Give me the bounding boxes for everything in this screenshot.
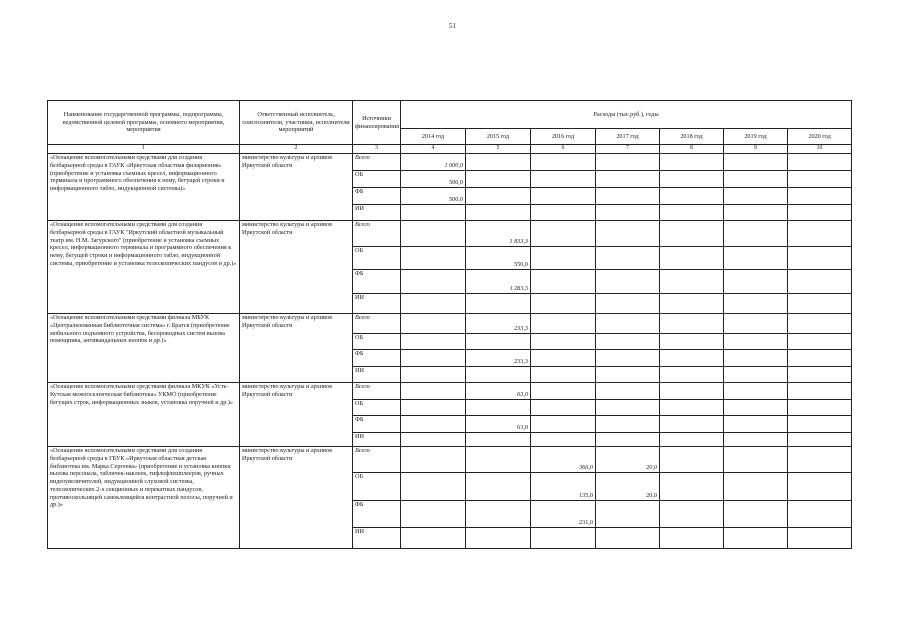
value-cell	[660, 501, 724, 528]
column-number: 1	[48, 145, 240, 154]
header-year: 2016 год	[531, 129, 596, 145]
budget-table	[47, 100, 852, 549]
value-cell	[724, 171, 788, 188]
value-cell	[788, 334, 852, 350]
funding-source: Всего	[353, 383, 401, 400]
table-row	[48, 383, 852, 400]
value-cell	[724, 400, 788, 416]
activity-name: «Оснащение вспомогательными средствами для создания безбарьерной среды в ГАУК «Иркутская областная филармония» (приобретение и установка съемных кресел, информационного терминала и программного обеспечения к нему, бегущей строки и информационного табло, индукционной системы)»	[48, 154, 240, 221]
value-cell	[401, 367, 466, 383]
funding-source: ФБ	[353, 188, 401, 205]
column-number: 7	[596, 145, 660, 154]
value-cell	[531, 188, 596, 205]
value-cell: 63,0	[466, 383, 531, 400]
value-cell	[466, 528, 531, 549]
value-cell	[466, 400, 531, 416]
value-cell	[788, 501, 852, 528]
value-cell: 550,0	[466, 247, 531, 270]
value-cell	[466, 171, 531, 188]
value-cell	[596, 314, 660, 334]
value-cell	[466, 501, 531, 528]
value-cell	[788, 433, 852, 447]
value-cell	[401, 334, 466, 350]
value-cell	[596, 205, 660, 221]
value-cell	[788, 171, 852, 188]
value-cell	[660, 171, 724, 188]
funding-source: Всего	[353, 447, 401, 473]
funding-source: Всего	[353, 154, 401, 171]
value-cell	[724, 416, 788, 433]
value-cell	[401, 205, 466, 221]
value-cell: 1 000,0	[401, 154, 466, 171]
value-cell: 500,0	[401, 171, 466, 188]
value-cell	[660, 247, 724, 270]
value-cell	[531, 171, 596, 188]
value-cell	[401, 270, 466, 294]
value-cell	[660, 221, 724, 247]
funding-source: ОБ	[353, 334, 401, 350]
value-cell	[788, 314, 852, 334]
value-cell	[660, 188, 724, 205]
value-cell	[531, 416, 596, 433]
value-cell: 231,0	[531, 501, 596, 528]
column-number: 10	[788, 145, 852, 154]
value-cell	[401, 350, 466, 367]
value-cell	[596, 188, 660, 205]
value-cell	[596, 433, 660, 447]
value-cell	[531, 334, 596, 350]
executor: министерство культуры и архивов Иркутской области	[240, 447, 353, 549]
value-cell	[788, 221, 852, 247]
funding-source: ИИ	[353, 367, 401, 383]
value-cell	[788, 294, 852, 314]
value-cell	[660, 314, 724, 334]
value-cell	[788, 447, 852, 473]
value-cell	[724, 314, 788, 334]
value-cell	[724, 205, 788, 221]
value-cell: 1 833,3	[466, 221, 531, 247]
value-cell	[466, 334, 531, 350]
header-executor: Ответственный исполнитель, соисполнители, участники, исполнители мероприятий	[240, 101, 353, 145]
value-cell: 366,0	[531, 447, 596, 473]
value-cell	[596, 528, 660, 549]
value-cell	[531, 350, 596, 367]
activity-name: «Оснащение вспомогательными средствами для создания безбарьерной среды в ГБУК «Иркутская областная детская библиотека им. Марка Сергеева» (приобретение и установка кнопки вызова персонала, табличек-наклеек, тифлофлешплееров, ручных видеоувеличителей, индукционной слуховой системы, телескопических 2-х секционных и перекатных пандусов, противоскользящей самоклеящейся контрастной полосы, поручней и др.)»	[48, 447, 240, 549]
header-year: 2015 год	[466, 129, 531, 145]
header-year: 2014 год	[401, 129, 466, 145]
value-cell: 135,0	[531, 473, 596, 501]
value-cell	[466, 294, 531, 314]
executor: министерство культуры и архивов Иркутской области	[240, 154, 353, 221]
column-number: 9	[724, 145, 788, 154]
executor: министерство культуры и архивов Иркутской области	[240, 383, 353, 447]
header-source: Источники финансирования	[353, 101, 401, 145]
value-cell	[660, 205, 724, 221]
value-cell	[596, 367, 660, 383]
value-cell	[788, 350, 852, 367]
value-cell	[788, 367, 852, 383]
funding-source: ИИ	[353, 205, 401, 221]
value-cell	[724, 154, 788, 171]
value-cell	[724, 247, 788, 270]
column-number: 8	[660, 145, 724, 154]
value-cell	[531, 314, 596, 334]
value-cell	[660, 433, 724, 447]
value-cell	[531, 400, 596, 416]
value-cell	[531, 294, 596, 314]
value-cell	[531, 367, 596, 383]
value-cell: 500,0	[401, 188, 466, 205]
value-cell	[660, 350, 724, 367]
table-row	[48, 221, 852, 247]
value-cell	[660, 367, 724, 383]
funding-source: ИИ	[353, 528, 401, 549]
value-cell	[596, 400, 660, 416]
funding-source: ФБ	[353, 270, 401, 294]
funding-source: ОБ	[353, 171, 401, 188]
value-cell	[724, 221, 788, 247]
value-cell	[724, 294, 788, 314]
value-cell	[660, 447, 724, 473]
header-year: 2020 год	[788, 129, 852, 145]
value-cell	[596, 270, 660, 294]
value-cell	[660, 334, 724, 350]
table-row	[48, 154, 852, 171]
column-number: 5	[466, 145, 531, 154]
value-cell: 1 283,3	[466, 270, 531, 294]
value-cell	[401, 400, 466, 416]
value-cell	[401, 247, 466, 270]
value-cell	[531, 383, 596, 400]
value-cell	[531, 154, 596, 171]
column-number: 2	[240, 145, 353, 154]
value-cell	[788, 205, 852, 221]
funding-source: ФБ	[353, 350, 401, 367]
value-cell	[466, 154, 531, 171]
value-cell	[596, 294, 660, 314]
value-cell	[466, 433, 531, 447]
value-cell	[401, 383, 466, 400]
value-cell	[531, 433, 596, 447]
value-cell	[401, 433, 466, 447]
funding-source: ФБ	[353, 501, 401, 528]
table-row	[48, 447, 852, 473]
value-cell	[401, 447, 466, 473]
value-cell	[660, 528, 724, 549]
funding-source: ОБ	[353, 247, 401, 270]
table-row	[48, 314, 852, 334]
value-cell: 20,0	[596, 447, 660, 473]
value-cell	[466, 188, 531, 205]
funding-source: ИИ	[353, 294, 401, 314]
value-cell	[401, 501, 466, 528]
column-number: 4	[401, 145, 466, 154]
column-number: 3	[353, 145, 401, 154]
value-cell	[531, 221, 596, 247]
funding-source: ОБ	[353, 473, 401, 501]
executor: министерство культуры и архивов Иркутской области	[240, 221, 353, 314]
value-cell	[660, 270, 724, 294]
value-cell	[596, 350, 660, 367]
funding-source: ИИ	[353, 433, 401, 447]
value-cell	[466, 473, 531, 501]
value-cell	[401, 294, 466, 314]
value-cell	[788, 473, 852, 501]
funding-source: ФБ	[353, 416, 401, 433]
value-cell	[596, 383, 660, 400]
value-cell	[401, 221, 466, 247]
value-cell	[724, 528, 788, 549]
value-cell	[724, 334, 788, 350]
value-cell	[660, 473, 724, 501]
funding-source: Всего	[353, 221, 401, 247]
value-cell	[596, 247, 660, 270]
value-cell: 233,3	[466, 314, 531, 334]
value-cell	[531, 528, 596, 549]
value-cell	[724, 188, 788, 205]
value-cell	[466, 367, 531, 383]
activity-name: «Оснащение вспомогательными средствами филиала МКУК «Усть-Кутская межпоселенческая библиотека» УКМО (приобретение бегущих строк, информационных знаков, установка поручней и др.)»	[48, 383, 240, 447]
value-cell	[466, 205, 531, 221]
value-cell	[788, 188, 852, 205]
value-cell	[788, 400, 852, 416]
value-cell	[724, 350, 788, 367]
value-cell	[660, 154, 724, 171]
value-cell	[724, 367, 788, 383]
value-cell	[788, 270, 852, 294]
value-cell	[788, 528, 852, 549]
header-name: Наименование государственной программы, подпрограммы, ведомственной целевой программы, основного мероприятия, мероприятия	[48, 101, 240, 145]
value-cell	[596, 171, 660, 188]
value-cell	[724, 501, 788, 528]
value-cell	[724, 383, 788, 400]
value-cell	[788, 416, 852, 433]
value-cell	[724, 270, 788, 294]
value-cell	[660, 294, 724, 314]
value-cell	[724, 447, 788, 473]
value-cell	[531, 270, 596, 294]
value-cell	[401, 528, 466, 549]
value-cell	[660, 416, 724, 433]
header-year: 2019 год	[724, 129, 788, 145]
value-cell	[788, 154, 852, 171]
funding-source: Всего	[353, 314, 401, 334]
value-cell	[788, 247, 852, 270]
funding-source: ОБ	[353, 400, 401, 416]
header-year: 2018 год	[660, 129, 724, 145]
value-cell	[401, 473, 466, 501]
value-cell	[401, 314, 466, 334]
value-cell	[724, 433, 788, 447]
activity-name: «Оснащение вспомогательными средствами для создания безбарьерной среды в ГАУК "Иркутский областной музыкальный театр им. Н.М. Загурского" (приобретение и установка съемных кресел, информационного терминала и программного обеспечения к нему, бегущей строки и информационного табло, индукционной системы, приобретение и установка телескопических пандусов и др.)»	[48, 221, 240, 314]
value-cell	[660, 383, 724, 400]
value-cell	[724, 473, 788, 501]
header-expenses: Расходы (тыс.руб.), годы	[401, 101, 852, 129]
activity-name: «Оснащение вспомогательными средствами филиала МБУК «Централизованная библиотечная система» г. Братск (приобретение мобильного подъемного устройства, беспроводных систем вызова помощника, антивандальных кнопок и др.)»	[48, 314, 240, 383]
value-cell	[596, 221, 660, 247]
value-cell	[788, 383, 852, 400]
executor: министерство культуры и архивов Иркутской области	[240, 314, 353, 383]
column-number: 6	[531, 145, 596, 154]
value-cell: 233,3	[466, 350, 531, 367]
value-cell	[596, 501, 660, 528]
value-cell: 63,0	[466, 416, 531, 433]
value-cell	[466, 447, 531, 473]
header-year: 2017 год	[596, 129, 660, 145]
value-cell: 20,0	[596, 473, 660, 501]
page-number: 51	[449, 22, 456, 30]
value-cell	[531, 247, 596, 270]
value-cell	[660, 400, 724, 416]
value-cell	[531, 205, 596, 221]
value-cell	[596, 334, 660, 350]
value-cell	[596, 154, 660, 171]
value-cell	[596, 416, 660, 433]
value-cell	[401, 416, 466, 433]
